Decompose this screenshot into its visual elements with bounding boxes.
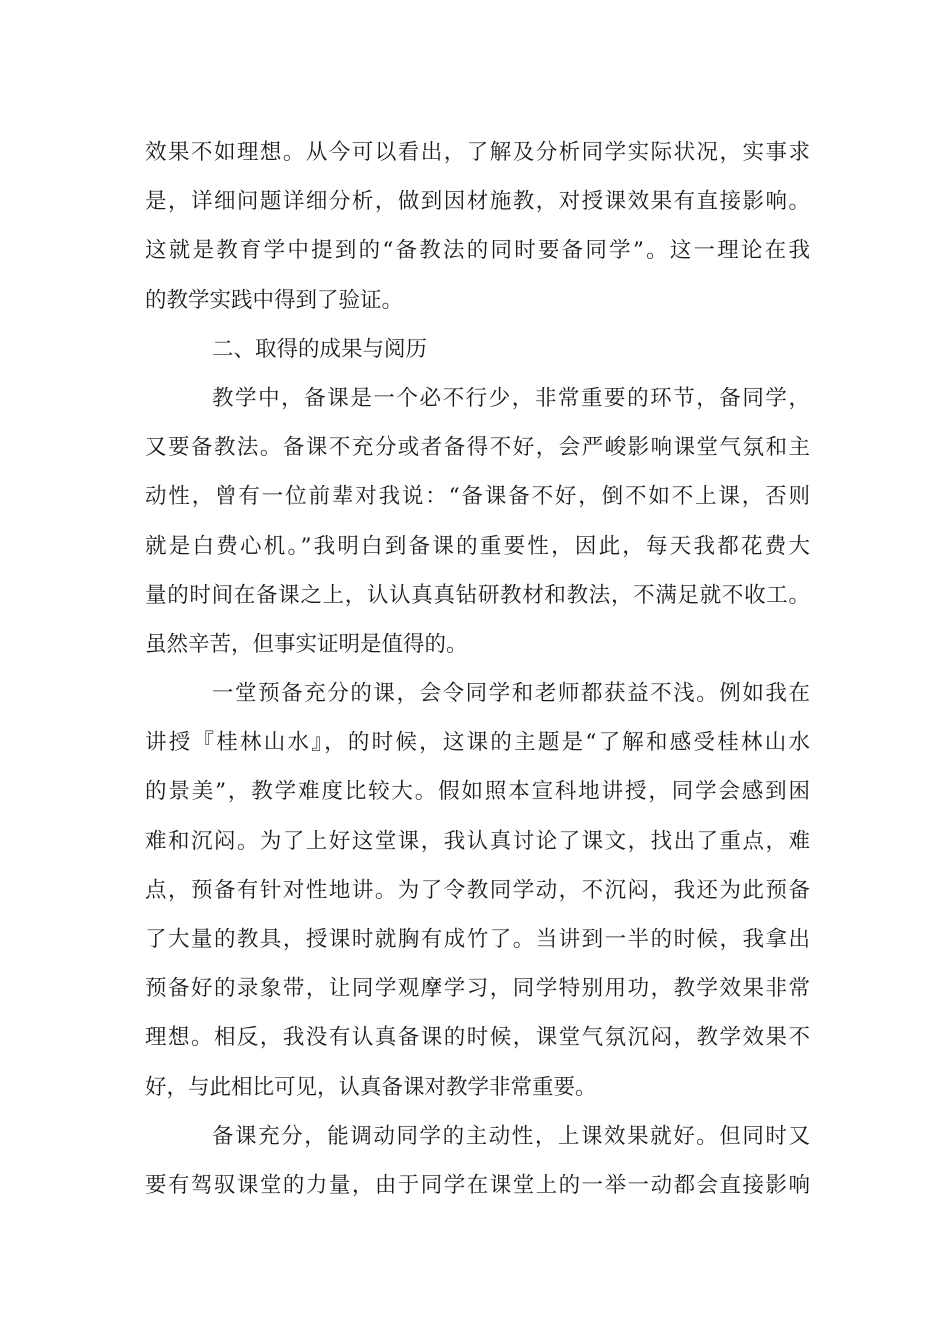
- text-line: 的景美”，教学难度比较大。假如照本宣科地讲授，同学会感到困: [145, 779, 810, 805]
- text-line: 效果不如理想。从今可以看出，了解及分析同学实际状况，实事求: [145, 140, 810, 165]
- text-line: 一堂预备充分的课，会令同学和老师都获益不浅。例如我在: [212, 681, 810, 707]
- text-line: 要有驾驭课堂的力量，由于同学在课堂上的一举一动都会直接影响: [145, 1172, 810, 1198]
- text-line: 的教学实践中得到了验证。: [145, 287, 404, 313]
- text-line: 讲授『桂林山水』，的时候，这课的主题是“了解和感受桂林山水: [145, 730, 810, 756]
- text-line: 点，预备有针对性地讲。为了令教同学动，不沉闷，我还为此预备: [145, 877, 810, 903]
- text-line: 备课充分，能调动同学的主动性，上课效果就好。但同时又: [212, 1123, 810, 1149]
- text-line: 预备好的录象带，让同学观摩学习，同学特别用功，教学效果非常: [145, 976, 810, 1002]
- text-line: 了大量的教具，授课时就胸有成竹了。当讲到一半的时候，我拿出: [145, 927, 810, 952]
- text-line: 理想。相反，我没有认真备课的时候，课堂气氛沉闷，教学效果不: [145, 1025, 810, 1051]
- section-heading: 二、取得的成果与阅历: [212, 336, 428, 362]
- text-line: 难和沉闷。为了上好这堂课，我认真讨论了课文，找出了重点，难: [145, 828, 810, 854]
- body-text: [145, 128, 810, 1210]
- text-line: 好，与此相比可见，认真备课对教学非常重要。: [145, 1074, 597, 1100]
- text-line: 又要备教法。备课不充分或者备得不好，会严峻影响课堂气氛和主: [145, 435, 810, 461]
- text-line: 这就是教育学中提到的“备教法的同时要备同学”。这一理论在我: [145, 238, 810, 264]
- text-line: 动性，曾有一位前辈对我说：“备课备不好，倒不如不上课，否则: [145, 484, 810, 510]
- text-line: 就是白费心机。”我明白到备课的重要性，因此，每天我都花费大: [145, 533, 810, 559]
- text-line: 量的时间在备课之上，认认真真钻研教材和教法，不满足就不收工。: [145, 582, 810, 608]
- text-line: 教学中，备课是一个必不行少，非常重要的环节，备同学，: [212, 385, 810, 411]
- text-line: 虽然辛苦，但事实证明是值得的。: [145, 631, 468, 657]
- text-line: 是，详细问题详细分析，做到因材施教，对授课效果有直接影响。: [145, 189, 810, 215]
